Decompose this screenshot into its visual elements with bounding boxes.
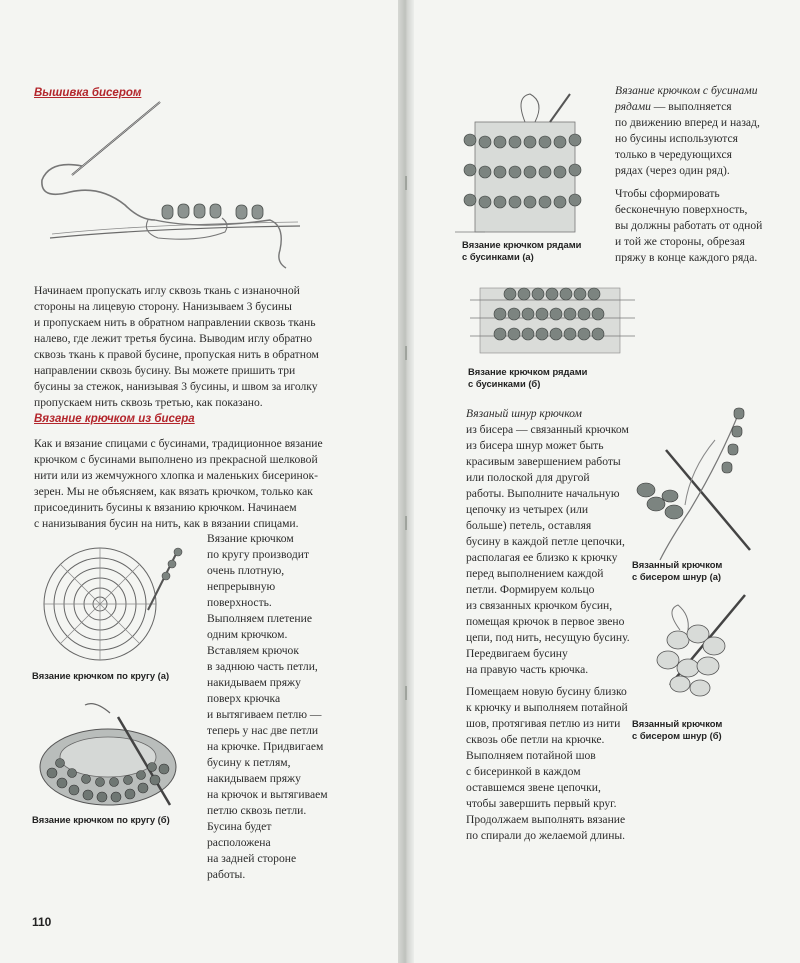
- caption-rows-a-line1: Вязание крючком рядами: [462, 239, 582, 250]
- text-line: пропускаем нить сквозь третью, как показано.: [34, 396, 263, 409]
- text-line: на крючок и вытягиваем: [207, 788, 328, 801]
- text-line: Выполняем потайной шов: [466, 749, 596, 762]
- text-line: расположена: [207, 836, 271, 849]
- text-line: по спирали до желаемой длины.: [466, 829, 626, 842]
- text-line: петлю сквозь петли.: [207, 804, 307, 817]
- caption-cord-a-line1: Вязанный крючком: [632, 559, 723, 570]
- text-line: вы должны работать от одной: [615, 219, 763, 232]
- text-line: в заднюю часть петли,: [207, 660, 318, 673]
- caption-cord-a-line2: с бисером шнур (а): [632, 571, 722, 582]
- text-line: цепочку из четырех (или: [466, 503, 589, 516]
- italic-term: Вязаный шнур крючком: [466, 407, 582, 420]
- text-line: сквозь ткань к правой бусине, пропуская нить в обратном: [34, 348, 319, 361]
- caption-rows-b-line1: Вязание крючком рядами: [468, 366, 588, 377]
- text-line: [466, 406, 582, 422]
- text-line: цепи, под нить, несущую бусину.: [466, 631, 630, 644]
- text-line: больше) петель, оставляя: [466, 519, 592, 532]
- text-line: Как и вязание спицами с бусинами, традиционное вязание: [34, 437, 323, 450]
- text-line: очень плотную,: [207, 564, 285, 577]
- cord-crochet-illustration-b: [650, 590, 760, 705]
- text-line: но бусины используются: [615, 132, 738, 145]
- text-line: одним крючком.: [207, 628, 288, 641]
- caption-rows-b-line2: с бусинками (б): [468, 378, 541, 389]
- text-line: и вытягиваем петлю —: [207, 708, 322, 721]
- text-line: [615, 83, 758, 99]
- bead-embroidery-illustration: [30, 100, 310, 265]
- book-gutter: [398, 0, 414, 963]
- text-line: по движению вперед и назад,: [615, 116, 760, 129]
- text-line: работы.: [207, 868, 246, 881]
- text-line: и пропускаем нить в обратном направлении сквозь ткань: [34, 316, 316, 329]
- text-line: крючком с бусинами выполнено из прекрасной шелковой: [34, 453, 318, 466]
- text-line: и той же стороны, обрезая: [615, 235, 745, 248]
- text-line: Помещаем новую бусину близко: [466, 685, 627, 698]
- text-line: петли. Формируем кольцо: [466, 583, 595, 596]
- text-line: накидываем пряжу: [207, 676, 301, 689]
- text-line: бесконечную поверхность,: [615, 203, 748, 216]
- caption-cord-b-line2: с бисером шнур (б): [632, 730, 722, 741]
- text-line: Вязание крючком: [207, 532, 294, 545]
- text-line: Чтобы сформировать: [615, 187, 720, 200]
- text-line: перед выполнением каждой: [466, 567, 604, 580]
- text-line: теперь у нас две петли: [207, 724, 319, 737]
- heading-bead-embroidery: Вышивка бисером: [34, 87, 142, 99]
- text-line: по кругу производит: [207, 548, 310, 561]
- text-line: присоединить бусины к вязанию крючком. Начинаем: [34, 501, 297, 514]
- page-number: 110: [32, 915, 52, 929]
- caption-round-b: Вязание крючком по кругу (б): [32, 814, 170, 825]
- text-line: оставшемся звене цепочки,: [466, 781, 601, 794]
- text-line: к крючку и выполняем потайной: [466, 701, 628, 714]
- round-crochet-illustration-b: [30, 695, 195, 810]
- text-line: работы. Выполните начальную: [466, 487, 620, 500]
- caption-round-a: Вязание крючком по кругу (а): [32, 670, 170, 681]
- text-line: Бусина будет: [207, 820, 272, 833]
- text-line: стороны на лицевую сторону. Нанизываем 3 бусины: [34, 300, 292, 313]
- text-line: с нанизывания бусин на нить, как в вязании спицами.: [34, 517, 299, 530]
- text-line: красивым завершением работы: [466, 455, 621, 468]
- text-line: на задней стороне: [207, 852, 297, 865]
- text-line: пряжу в конце каждого ряда.: [615, 251, 758, 264]
- text-line: Выполняем плетение: [207, 612, 312, 625]
- text-line: рядами — выполняется: [615, 100, 732, 113]
- text-line: сквозь обе петли на крючке.: [466, 733, 605, 746]
- caption-rows-a-line2: с бусинками (а): [462, 251, 534, 262]
- text-line: налево, где лежит третья бусина. Выводим иглу обратно: [34, 332, 313, 345]
- binding-stitch: [405, 516, 407, 530]
- text-line: Вставляем крючок: [207, 644, 299, 657]
- text-line: непрерывную: [207, 580, 276, 593]
- text-line: бусину к петлям,: [207, 756, 291, 769]
- heading-bead-crochet: Вязание крючком из бисера: [34, 413, 195, 425]
- text-line: из бисера шнур может быть: [466, 439, 604, 452]
- italic-term: рядами: [615, 100, 651, 113]
- text-line: бусины за стежок, нанизывая 3 бусины, и швом за иголку: [34, 380, 318, 393]
- text-line: на крючке. Придвигаем: [207, 740, 324, 753]
- binding-stitch: [405, 686, 407, 700]
- text-line: Передвигаем бусину: [466, 647, 568, 660]
- text-line: поверх крючка: [207, 692, 281, 705]
- caption-cord-b-line1: Вязанный крючком: [632, 718, 723, 729]
- text-line: только в чередующихся: [615, 148, 732, 161]
- text-line: поверхность.: [207, 596, 272, 609]
- cord-crochet-illustration-a: [630, 400, 760, 565]
- text-line: нити или из жемчужного хлопка и маленьких бисеринок-: [34, 469, 319, 482]
- text-line: из бисера — связанный крючком: [466, 423, 629, 436]
- text-line: зерен. Мы не объясняем, как вязать крючком, только как: [34, 485, 313, 498]
- text-line: Начинаем пропускать иглу сквозь ткань с изнаночной: [34, 284, 300, 297]
- binding-stitch: [405, 346, 407, 360]
- text-line: с бисеринкой в каждом: [466, 765, 581, 778]
- text-line: направлении сквозь бусину. Вы можете пришить три: [34, 364, 296, 377]
- text-line: располагая ее близко к крючку: [466, 551, 618, 564]
- text-line: накидываем пряжу: [207, 772, 301, 785]
- text-line: или полоской для другой: [466, 471, 590, 484]
- text-line: Продолжаем выполнять вязание: [466, 813, 626, 826]
- text-line: из связанных крючком бусин,: [466, 599, 613, 612]
- rows-crochet-illustration-a: [455, 92, 595, 240]
- italic-term: Вязание крючком с бусинами: [615, 84, 758, 97]
- text-line: чтобы завершить первый круг.: [466, 797, 617, 810]
- text-line: бусину в каждой петле цепочки,: [466, 535, 625, 548]
- rows-crochet-illustration-b: [470, 280, 635, 360]
- text-line: помещая крючок в первое звено: [466, 615, 625, 628]
- binding-stitch: [405, 176, 407, 190]
- text-line: на правую часть крючка.: [466, 663, 589, 676]
- text-line: рядах (через один ряд).: [615, 164, 730, 177]
- round-crochet-illustration-a: [38, 540, 198, 665]
- text-line: шов, протягивая петлю из нити: [466, 717, 621, 730]
